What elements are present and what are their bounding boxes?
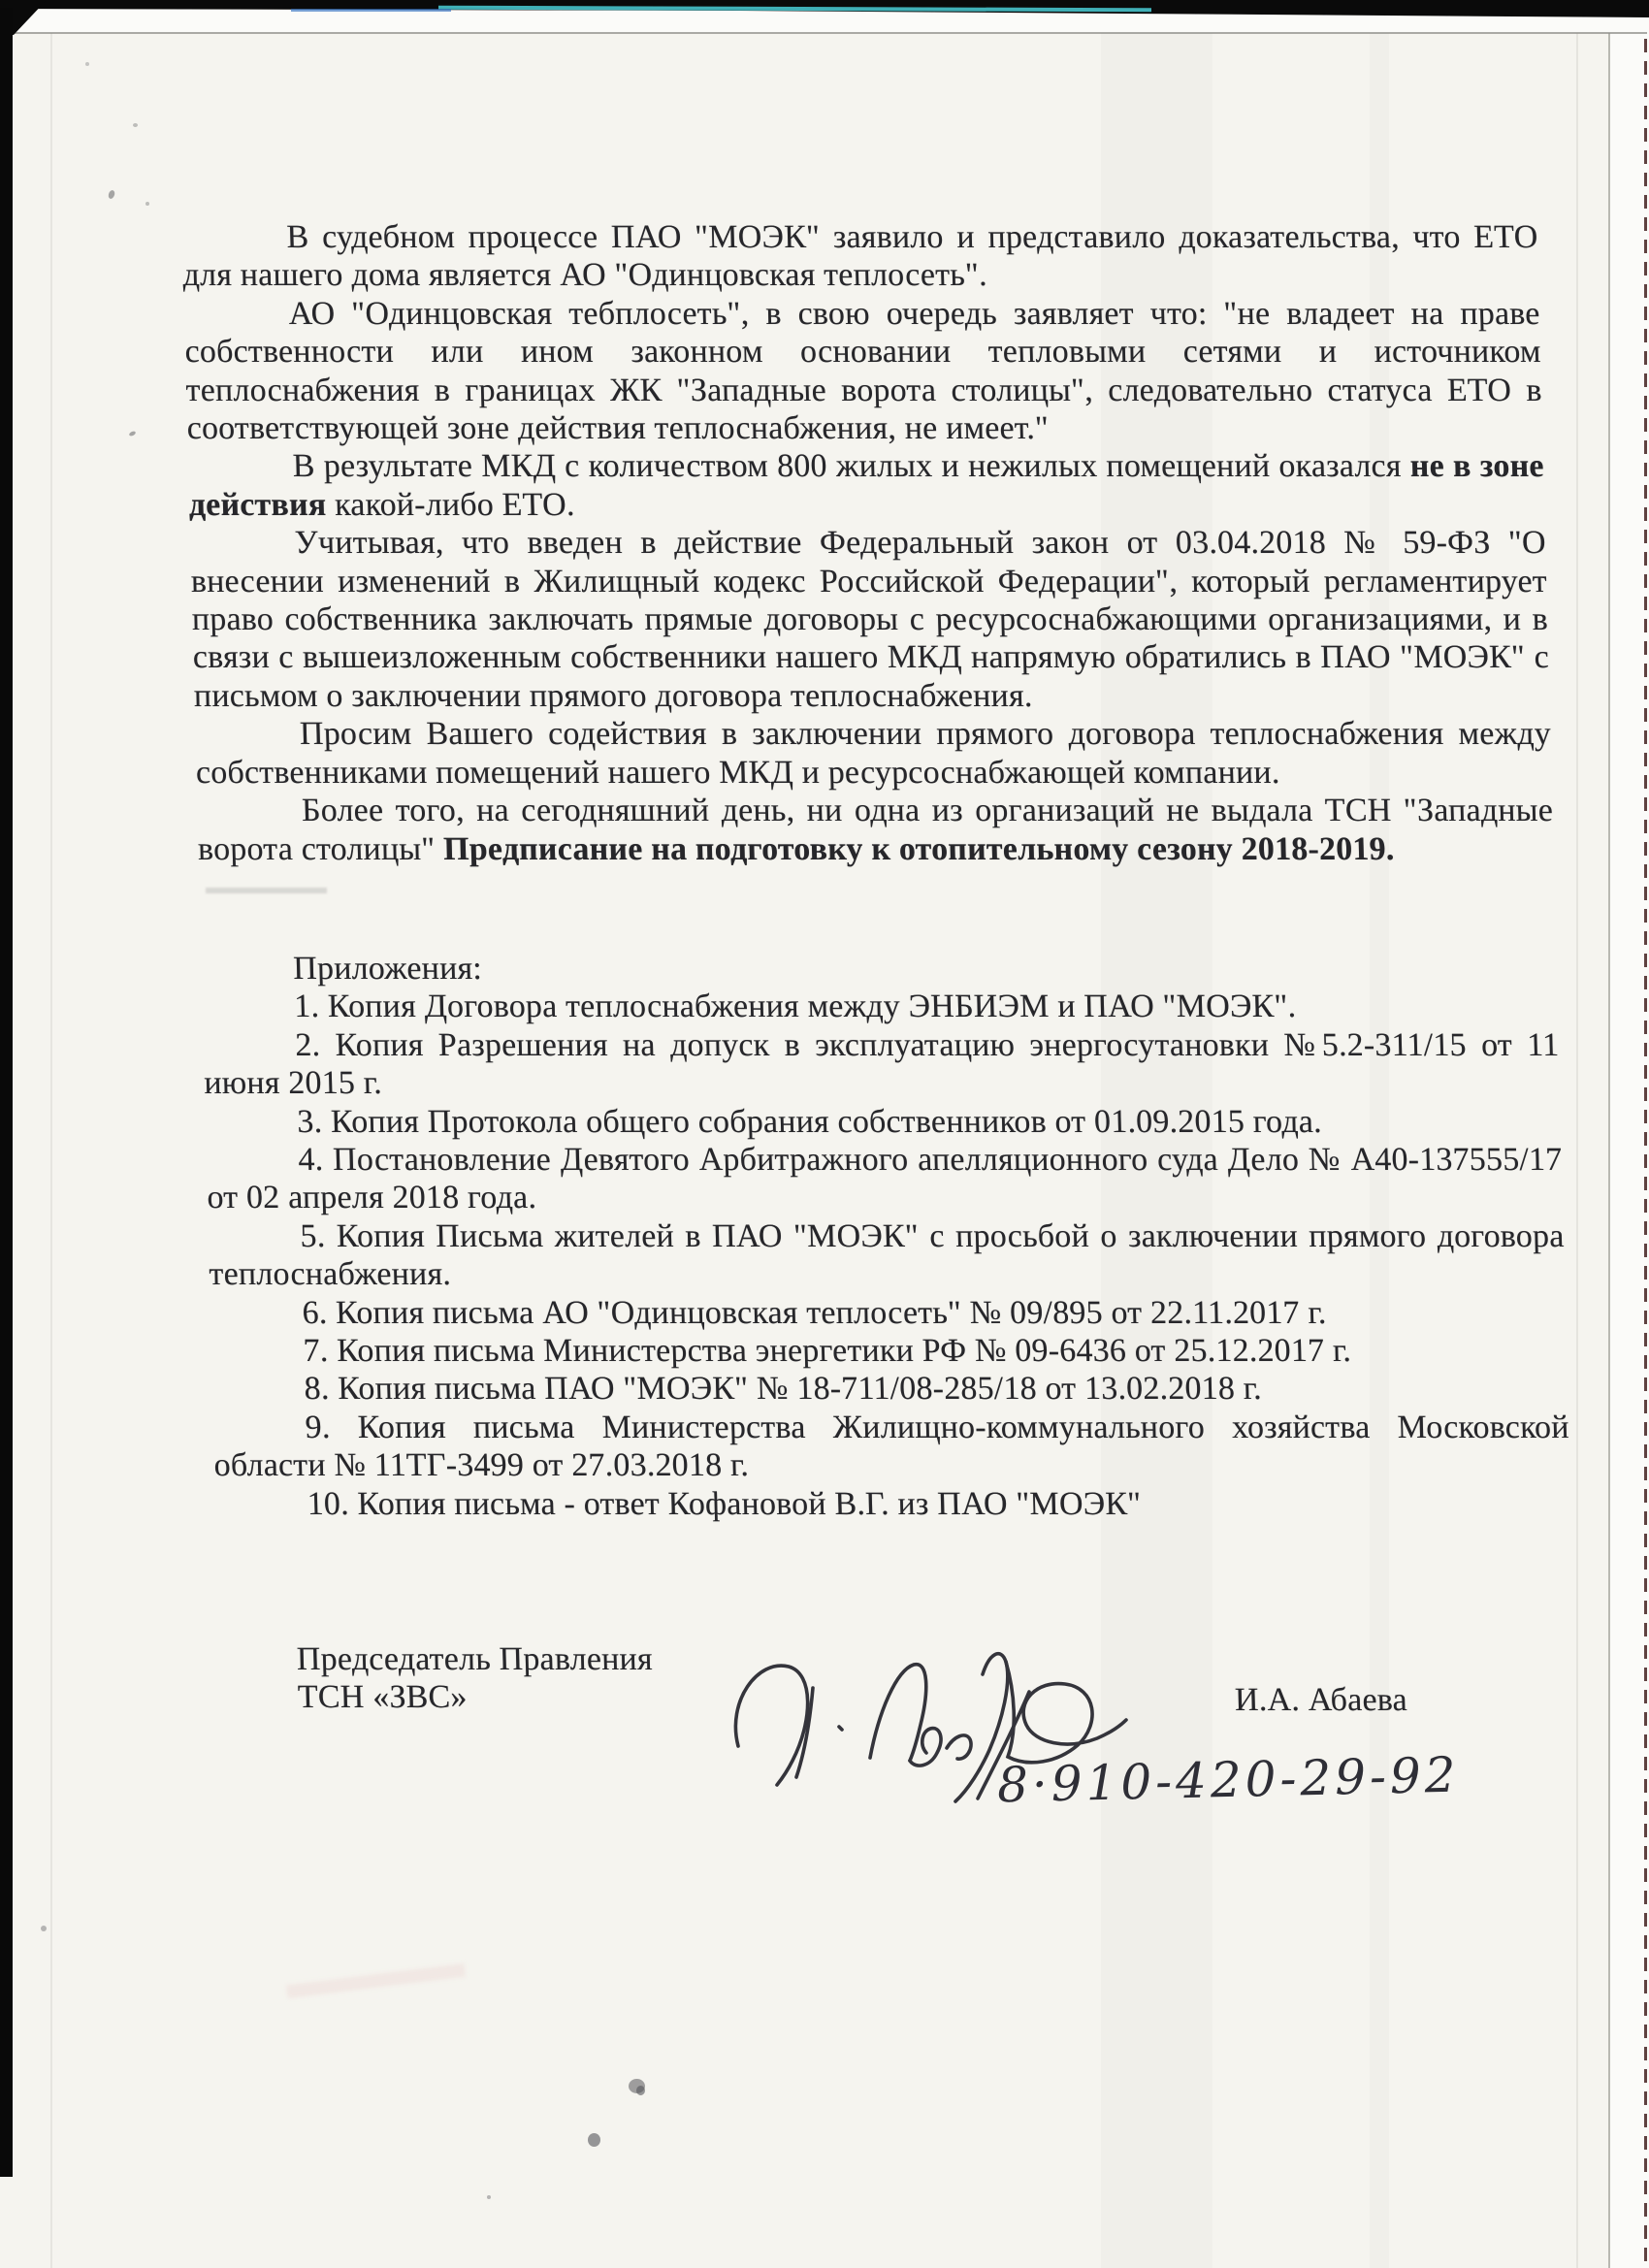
attachment-item: 3. Копия Протокола общего собрания собственников от 01.09.2015 года. <box>296 1103 1323 1140</box>
scan-dashed-edge-line <box>1644 39 1647 2268</box>
paragraph: Просим Вашего содействия в заключении прямого договора теплоснабжения между собственниками помещений нашего МКД и ресурсоснабжающей компании. <box>195 716 1552 791</box>
scan-vertical-streak <box>50 33 52 2268</box>
paragraph: Более того, на сегодняшний день, ни одна из организаций не выдала ТСН "Западные ворота столицы" Предписание на подготовку к отопительному сезону 2018-2019. <box>197 793 1554 867</box>
attachments-list <box>202 988 1571 1523</box>
page-right-edge-line <box>1608 33 1610 2268</box>
scanner-right-margin <box>1610 33 1649 2268</box>
paragraph: В результате МКД с количеством 800 жилых и нежилых помещений оказался не в зоне действия какой-либо ЕТО. <box>188 448 1545 523</box>
attachments-title: Приложения: <box>292 951 483 987</box>
scan-black-left-bar <box>0 8 13 2177</box>
page-top-edge-line <box>12 32 1647 34</box>
attachment-item: 1. Копия Договора теплоснабжения между ЭНБИЭМ и ПАО "МОЭК". <box>293 988 1297 1025</box>
letter-text-layer <box>181 218 1588 2158</box>
signer-name: И.А. Абаева <box>1234 1682 1408 1718</box>
attachment-item: 10. Копия письма - ответ Кофановой В.Г. из ПАО "МОЭК" <box>307 1485 1142 1522</box>
dust-speck <box>133 123 138 127</box>
attachment-item: 2. Копия Разрешения на допуск в эксплуатацию энергосутановки №5.2-311/15 от 11 июня 2015 г. <box>203 1026 1560 1102</box>
attachment-item: 8. Копия письма ПАО "МОЭК" № 18-711/08-285/18 от 13.02.2018 г. <box>304 1371 1263 1408</box>
attachment-item: 6. Копия письма АО "Одинцовская теплосеть" № 09/895 от 22.11.2017 г. <box>302 1294 1327 1331</box>
attachment-item: 4. Постановление Девятого Арбитражного апелляционного суда Дело № А40-137555/17 от 02 апреля 2018 года. <box>206 1142 1563 1216</box>
dust-speck <box>146 202 149 206</box>
handwritten-phone-number: 8·910-420-29-92 <box>996 1746 1461 1814</box>
signer-role-line1: Председатель Правления <box>296 1641 654 1677</box>
attachment-item: 7. Копия письма Министерства энергетики РФ № 09-6436 от 25.12.2017 г. <box>303 1333 1352 1370</box>
attachments-section <box>201 950 1571 1523</box>
paragraph: В судебном процессе ПАО "МОЭК" заявило и представило доказательства, что ЕТО для нашего дома является АО "Одинцовская теплосеть". <box>182 219 1538 294</box>
dust-speck <box>85 62 89 66</box>
paragraph: АО "Одинцовская тебплосеть", в свою очередь заявляет что: "не владеет на праве собственности или ином законном основании тепловыми сетями и источником теплоснабжения в границах ЖК "Западные ворота столицы", следовательно статуса ЕТО в соответствующей зоне действия теплоснабжения, не имеет." <box>184 295 1543 447</box>
signer-role-line2: ТСН «ЗВС» <box>297 1679 469 1716</box>
dust-speck <box>128 431 136 437</box>
dust-speck <box>108 189 116 200</box>
attachment-item: 9. Копия письма Министерства Жилищно-коммунального хозяйства Московской области № 11ТГ-3499 от 27.03.2018 г. <box>213 1409 1570 1484</box>
scan-blue-artifact-line <box>291 9 451 12</box>
dust-speck <box>487 2195 491 2199</box>
body-paragraphs <box>181 218 1555 868</box>
attachment-item: 5. Копия Письма жителей в ПАО "МОЭК" с просьбой о заключении прямого договора теплоснабжения. <box>209 1217 1565 1293</box>
paragraph: Учитывая, что введен в действие Федеральный закон от 03.04.2018 № 59-ФЗ "О внесении изменений в Жилищный кодекс Российской Федерации", который регламентирует право собственника заключать прямые договоры с ресурсоснабжающими организациями, и в связи с вышеизложенным собственники нашего МКД напрямую обратились в ПАО "МОЭК" с письмом о заключении прямого договора теплоснабжения. <box>190 525 1550 714</box>
dust-speck <box>41 1926 47 1931</box>
